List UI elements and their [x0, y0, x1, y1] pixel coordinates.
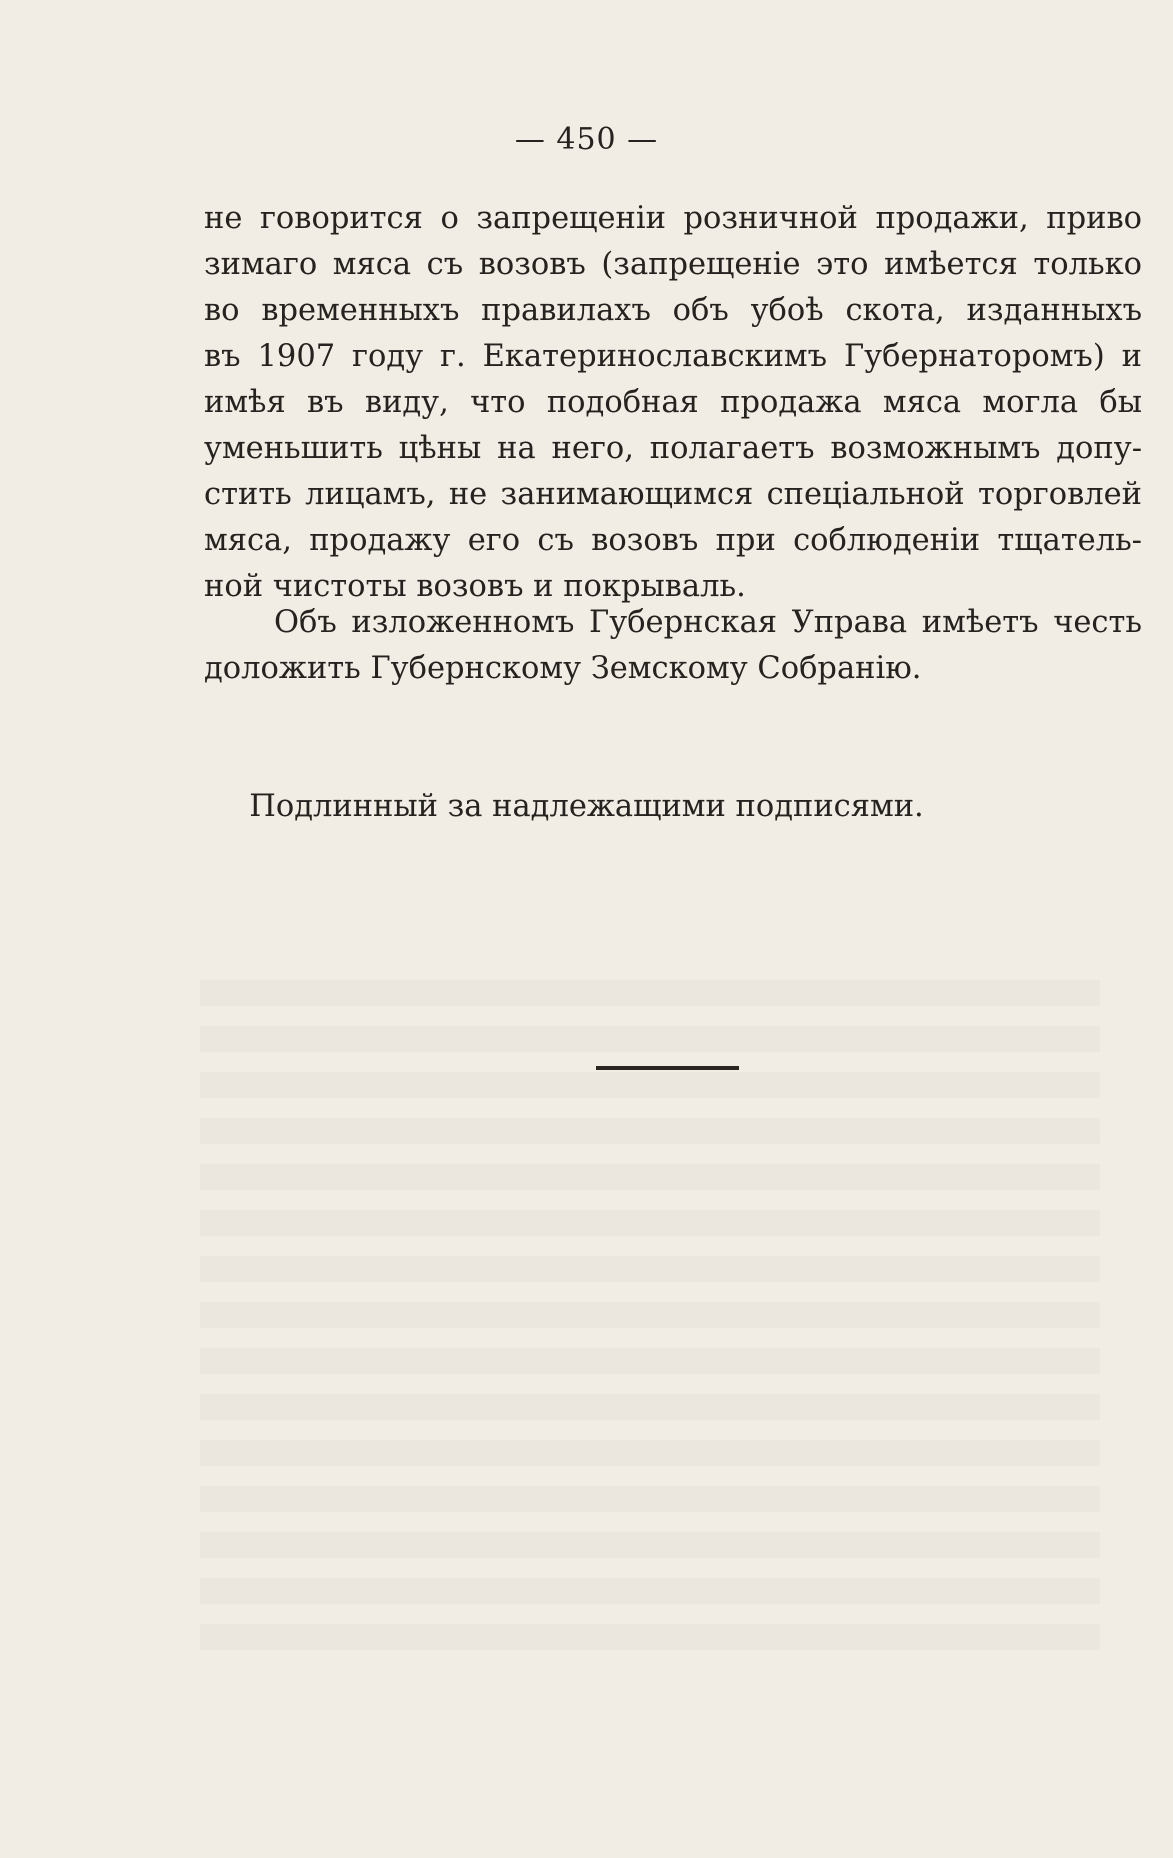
text-line: зимаго мяса съ возовъ (запрещенiе это имѣется только	[204, 247, 1142, 282]
show-through-texture	[200, 980, 1100, 1670]
text-line: во временныхъ правилахъ объ убоѣ скота, изданныхъ	[204, 293, 1142, 328]
text-line: ной чистоты возовъ и покрываль.	[204, 569, 746, 604]
paragraph-1	[204, 196, 1142, 610]
text-line: стить лицамъ, не занимающимся спецiальной торговлей	[204, 477, 1142, 512]
text-line: доложить Губернскому Земскому Собранiю.	[204, 651, 922, 686]
text-line: Объ изложенномъ Губернская Управа имѣетъ честь	[274, 605, 1142, 640]
text-line: уменьшить цѣны на него, полагаетъ возможнымъ допу-	[204, 431, 1142, 466]
text-line: имѣя въ виду, что подобная продажа мяса могла бы	[204, 385, 1142, 420]
text-line: въ 1907 году г. Екатеринославскимъ Губернаторомъ) и	[204, 339, 1142, 374]
paragraph-2	[204, 600, 1142, 692]
signature-note: Подлинный за надлежащими подписями.	[249, 789, 924, 824]
text-line: мяса, продажу его съ возовъ при соблюденiи тщатель-	[204, 523, 1142, 558]
page-number: — 450 —	[514, 122, 659, 157]
closing-rule	[596, 1066, 739, 1070]
text-line: не говорится о запрещенiи розничной продажи, приво	[204, 201, 1142, 236]
